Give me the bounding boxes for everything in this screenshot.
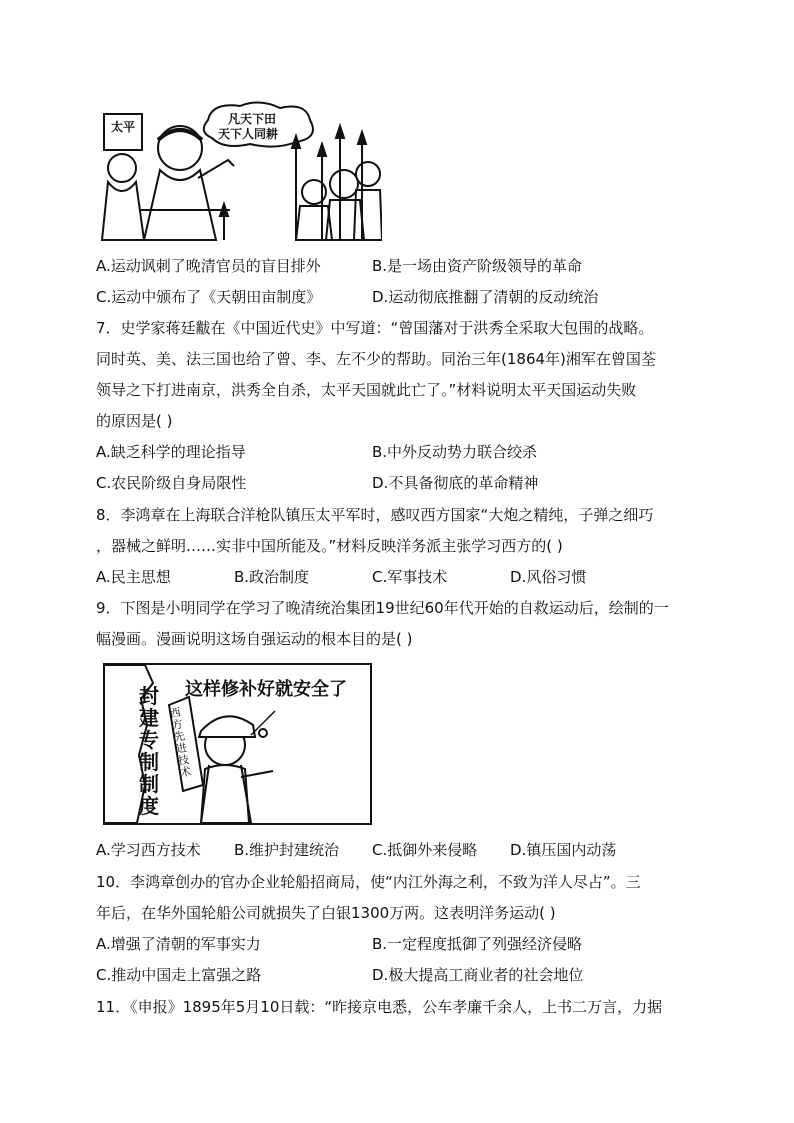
q10-option-b[interactable]: B.一定程度抵御了列强经济侵略 [372,935,583,953]
q9-option-a[interactable]: A.学习西方技术 [96,841,201,859]
q6-option-c[interactable]: C.运动中颁布了《天朝田亩制度》 [96,288,322,306]
q9-option-c[interactable]: C.抵御外来侵略 [372,841,478,859]
q7-stem-line4: 的原因是( ) [96,412,173,430]
q8-option-b[interactable]: B.政治制度 [234,568,310,586]
q7-stem-line2: 同时英、美、法三国也给了曾、李、左不少的帮助。同治三年(1864年)湘军在曾国荃 [96,350,656,368]
q9-option-d[interactable]: D.镇压国内动荡 [510,841,617,859]
q7-options-row1 [0,442,794,462]
self-strengthening-cartoon [103,663,372,825]
q10-options-row2 [0,965,794,985]
q7-option-d[interactable]: D.不具备彻底的革命精神 [372,474,539,492]
q10-stem-line1: 10．李鸿章创办的官办企业轮船招商局，使“内江外海之利，不致为洋人尽占”。三 [96,873,641,891]
q6-option-a[interactable]: A.运动讽刺了晚清官员的盲目排外 [96,257,321,275]
q8-options-row [0,567,794,587]
q10-stem-line2: 年后，在华外国轮船公司就损失了白银1300万两。这表明洋务运动( ) [96,904,556,922]
q8-stem-line2: ，器械之鲜明……实非中国所能及。”材料反映洋务派主张学习西方的( ) [96,537,563,555]
q8-option-a[interactable]: A.民主思想 [96,568,171,586]
q7-option-b[interactable]: B.中外反动势力联合绞杀 [372,443,538,461]
cartoon-patch-label: 西方先进技术 [168,705,193,780]
q7-stem-line1: 7．史学家蒋廷黻在《中国近代史》中写道：“曾国藩对于洪秀全采取大包围的战略。 [96,319,654,337]
cartoon-wall-label: 封建专制制度 [139,684,159,818]
speech-bubble-line2: 天下人同耕 [218,127,279,141]
q9-stem-line1: 9．下图是小明同学在学习了晚清统治集团19世纪60年代开始的自救运动后，绘制的一 [96,599,669,617]
q10-options-row1 [0,934,794,954]
q10-option-d[interactable]: D.极大提高工商业者的社会地位 [372,966,584,984]
q6-option-b[interactable]: B.是一场由资产阶级领导的革命 [372,257,583,275]
q8-option-d[interactable]: D.风俗习惯 [510,568,587,586]
q7-options-row2 [0,473,794,493]
q6-option-d[interactable]: D.运动彻底推翻了清朝的反动统治 [372,288,599,306]
q8-stem-line1: 8．李鸿章在上海联合洋枪队镇压太平军时，感叹西方国家“大炮之精纯，子弹之细巧 [96,506,654,524]
sign-text: 太平 [110,120,135,134]
q9-options-row [0,840,794,860]
taiping-cartoon [100,100,382,242]
q9-option-b[interactable]: B.维护封建统治 [234,841,340,859]
q6-options-row1 [0,256,794,276]
q6-options-row2 [0,287,794,307]
q11-stem-line1: 11．《申报》1895年5月10日载：“昨接京电悉，公车孝廉千余人，上书二万言，力据 [96,998,663,1016]
q7-stem-line3: 领导之下打进南京，洪秀全自杀，太平天国就此亡了。”材料说明太平天国运动失败 [96,381,637,399]
q9-stem-line2: 幅漫画。漫画说明这场自强运动的根本目的是( ) [96,630,413,648]
q7-option-a[interactable]: A.缺乏科学的理论指导 [96,443,246,461]
q10-option-c[interactable]: C.推动中国走上富强之路 [96,966,262,984]
cartoon-speech: 这样修补好就安全了 [185,679,347,700]
speech-bubble-line1: 凡天下田 [228,112,277,126]
q10-option-a[interactable]: A.增强了清朝的军事实力 [96,935,261,953]
q8-option-c[interactable]: C.军事技术 [372,568,448,586]
q7-option-c[interactable]: C.农民阶级自身局限性 [96,474,247,492]
